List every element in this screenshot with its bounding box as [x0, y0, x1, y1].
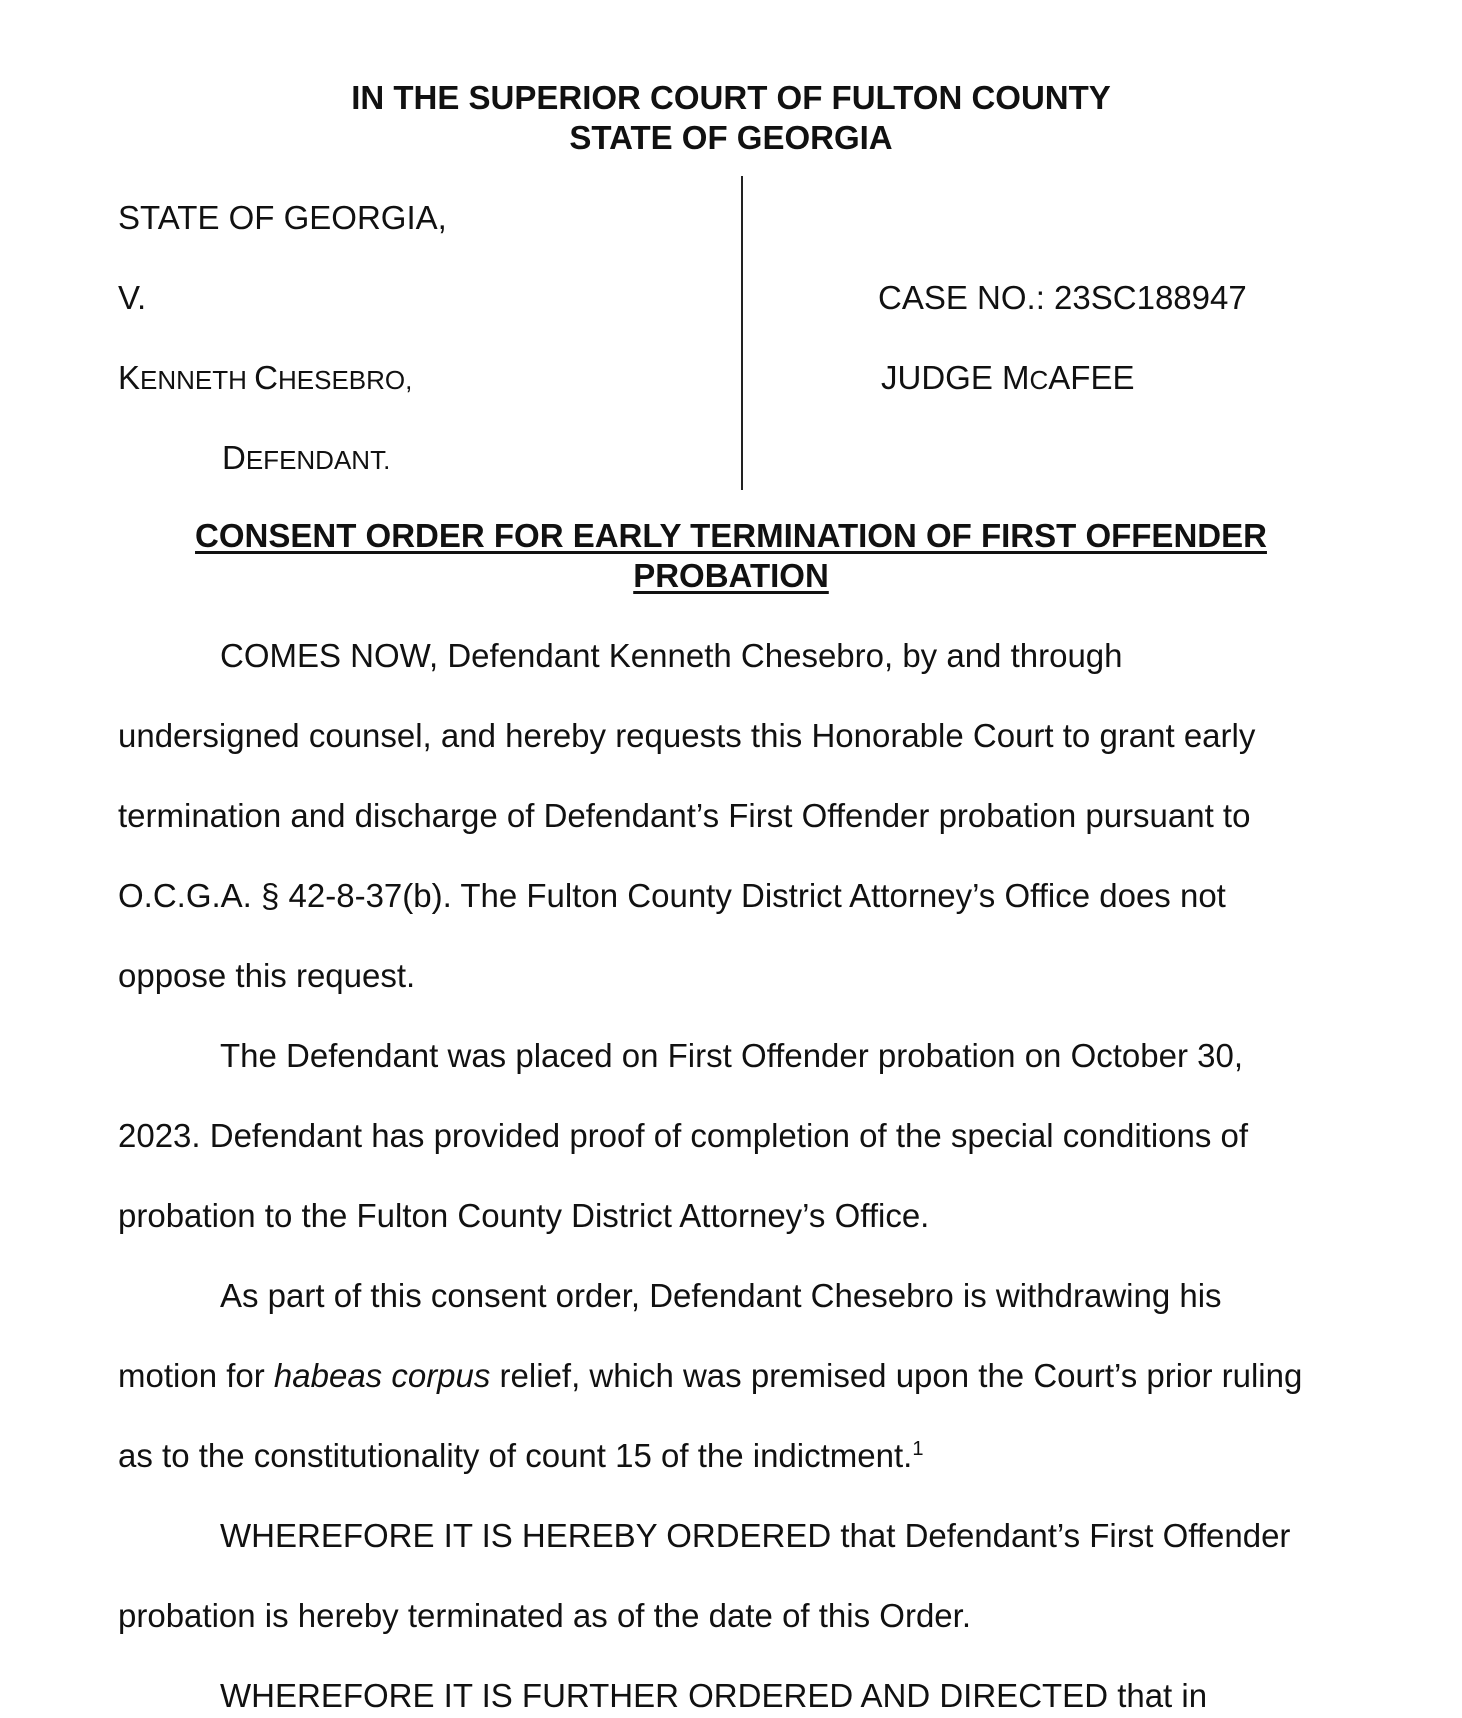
paragraph3-line3-text: as to the constitutionality of count 15 of the indictment. — [118, 1437, 913, 1474]
paragraph1-line5: oppose this request. — [118, 957, 416, 994]
caption-defendant-name-rest2: HESEBRO, — [277, 365, 413, 395]
paragraph4-line1: WHEREFORE IT IS HEREBY ORDERED that Defendant’s First Offender — [220, 1517, 1291, 1554]
case-number: CASE NO.: 23SC188947 — [878, 279, 1247, 316]
habeas-corpus-italic: habeas corpus — [273, 1357, 491, 1394]
court-heading-line1: IN THE SUPERIOR COURT OF FULTON COUNTY — [351, 79, 1111, 116]
paragraph3-line2-end: relief, which was premised upon the Court’s prior ruling — [490, 1357, 1303, 1394]
caption-plaintiff: STATE OF GEORGIA, — [118, 199, 447, 236]
judge-name-prefix: JUDGE M — [881, 359, 1030, 396]
paragraph4-line2: probation is hereby terminated as of the date of this Order. — [118, 1597, 971, 1634]
paragraph2-line1: The Defendant was placed on First Offender probation on October 30, — [220, 1037, 1243, 1074]
paragraph3-line2-start: motion for — [118, 1357, 274, 1394]
paragraph1-line4: O.C.G.A. § 42-8-37(b). The Fulton County District Attorney’s Office does not — [118, 877, 1226, 914]
caption-defendant-name-initial1: K — [118, 359, 141, 396]
paragraph2-line2: 2023. Defendant has provided proof of completion of the special conditions of — [118, 1117, 1249, 1154]
paragraph3-line3 — [118, 1436, 923, 1476]
judge-name — [881, 358, 1134, 400]
paragraph1-line1: COMES NOW, Defendant Kenneth Chesebro, by and through — [220, 637, 1123, 674]
caption-divider — [741, 176, 743, 490]
paragraph2-line3: probation to the Fulton County District Attorney’s Office. — [118, 1197, 930, 1234]
paragraph1-line3: termination and discharge of Defendant’s First Offender probation pursuant to — [118, 797, 1251, 834]
order-title-line1: CONSENT ORDER FOR EARLY TERMINATION OF FIRST OFFENDER — [195, 517, 1267, 554]
order-title-line2: PROBATION — [633, 557, 829, 594]
paragraph3-line2 — [118, 1356, 1302, 1396]
court-heading-line2: STATE OF GEORGIA — [569, 119, 893, 156]
caption-versus: V. — [118, 279, 147, 316]
footnote-reference: 1 — [912, 1438, 924, 1460]
caption-defendant-role — [222, 438, 390, 480]
judge-name-suffix: AFEE — [1048, 359, 1135, 396]
judge-name-small: C — [1029, 365, 1049, 395]
caption-defendant-role-rest: EFENDANT. — [245, 445, 391, 475]
caption-defendant-role-initial: D — [222, 439, 246, 476]
caption-defendant-name-initial2: C — [254, 359, 278, 396]
paragraph5-line1: WHEREFORE IT IS FURTHER ORDERED AND DIRECTED that in — [220, 1677, 1208, 1714]
caption-defendant-name — [118, 358, 412, 400]
caption-defendant-name-rest1: ENNETH — [140, 365, 255, 395]
paragraph3-line1: As part of this consent order, Defendant Chesebro is withdrawing his — [220, 1277, 1222, 1314]
paragraph1-line2: undersigned counsel, and hereby requests this Honorable Court to grant early — [118, 717, 1256, 754]
